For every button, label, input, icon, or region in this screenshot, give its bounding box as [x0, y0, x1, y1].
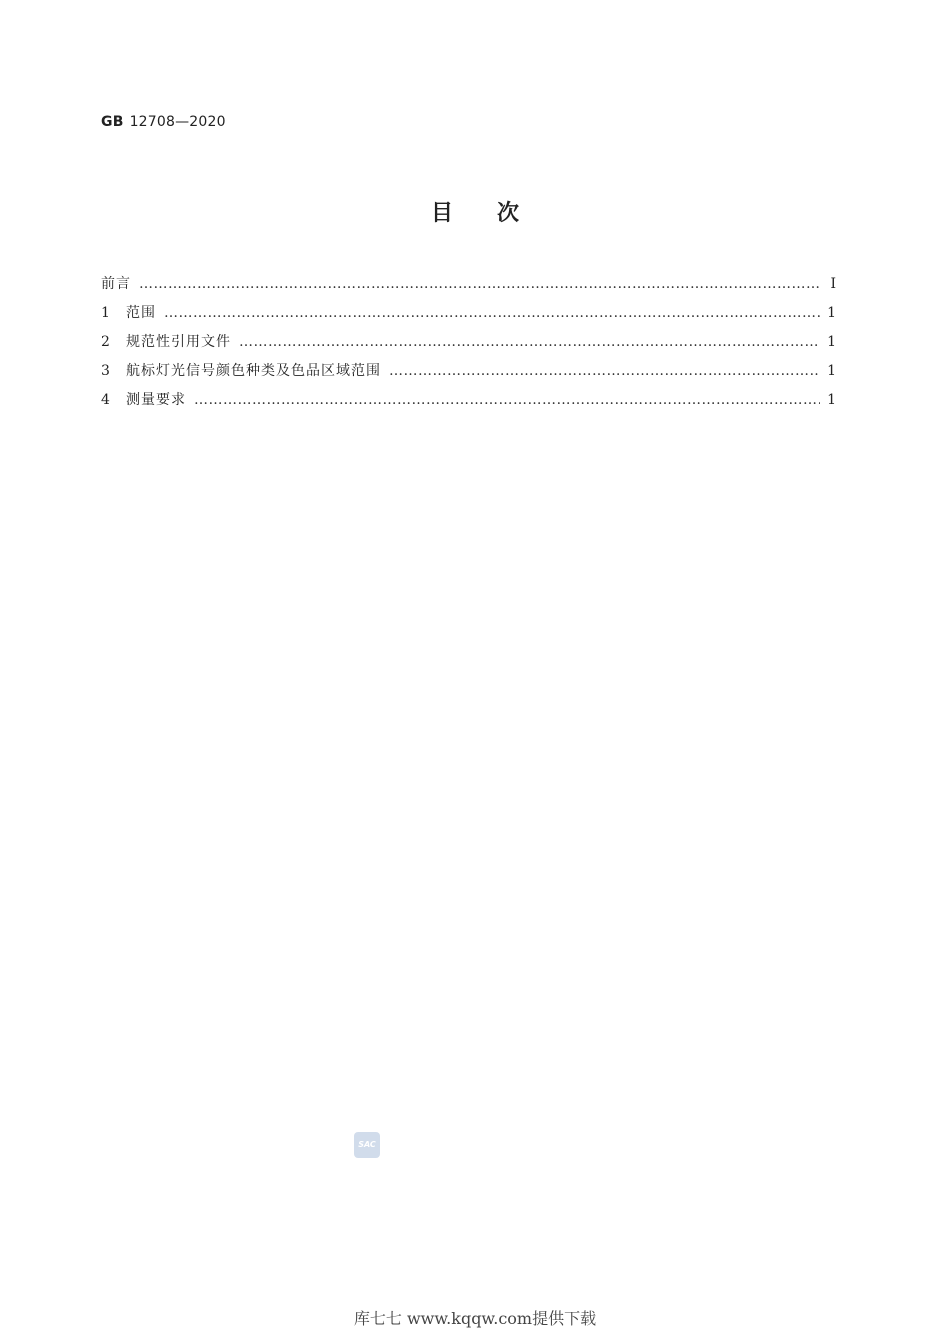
standard-number: 12708—2020	[129, 114, 226, 130]
toc-leader-dots	[239, 334, 820, 350]
standard-code	[101, 114, 226, 130]
toc-entry-label: 范围	[126, 305, 156, 321]
footer-download-notice: 库七七 www.kqqw.com提供下载	[353, 1309, 597, 1328]
toc-entry-number: 4	[101, 392, 110, 408]
toc-leader-dots	[164, 305, 820, 321]
toc-entry-number: 3	[101, 363, 110, 379]
toc-entry-page: Ⅰ	[830, 276, 836, 292]
toc-title-char-2: 次	[497, 201, 520, 226]
toc-entry-number: 2	[101, 334, 110, 350]
toc-entry-page: 1	[827, 392, 836, 408]
toc-entry-label: 规范性引用文件	[126, 334, 231, 350]
toc-leader-dots	[139, 276, 820, 292]
toc-entry-page: 1	[827, 363, 836, 379]
toc-entry-label: 航标灯光信号颜色种类及色品区域范围	[126, 363, 381, 379]
standard-prefix: GB	[101, 114, 124, 130]
toc-entry-normative-references[interactable]	[101, 331, 836, 360]
toc-entry-page: 1	[827, 305, 836, 321]
toc-entry-color-types[interactable]	[101, 360, 836, 389]
toc-leader-dots	[389, 363, 820, 379]
sac-logo-icon: SAC	[354, 1132, 380, 1158]
toc-entry-label: 测量要求	[126, 392, 186, 408]
toc-entry-foreword[interactable]	[101, 273, 836, 302]
toc-entry-label: 前言	[101, 276, 131, 292]
toc-leader-dots	[194, 392, 820, 408]
toc-entry-page: 1	[827, 334, 836, 350]
toc-title-char-1: 目	[430, 201, 453, 226]
toc-entry-number: 1	[101, 305, 110, 321]
table-of-contents	[101, 273, 836, 418]
toc-entry-measurement-requirements[interactable]	[101, 389, 836, 418]
toc-title	[0, 196, 950, 227]
toc-entry-scope[interactable]	[101, 302, 836, 331]
